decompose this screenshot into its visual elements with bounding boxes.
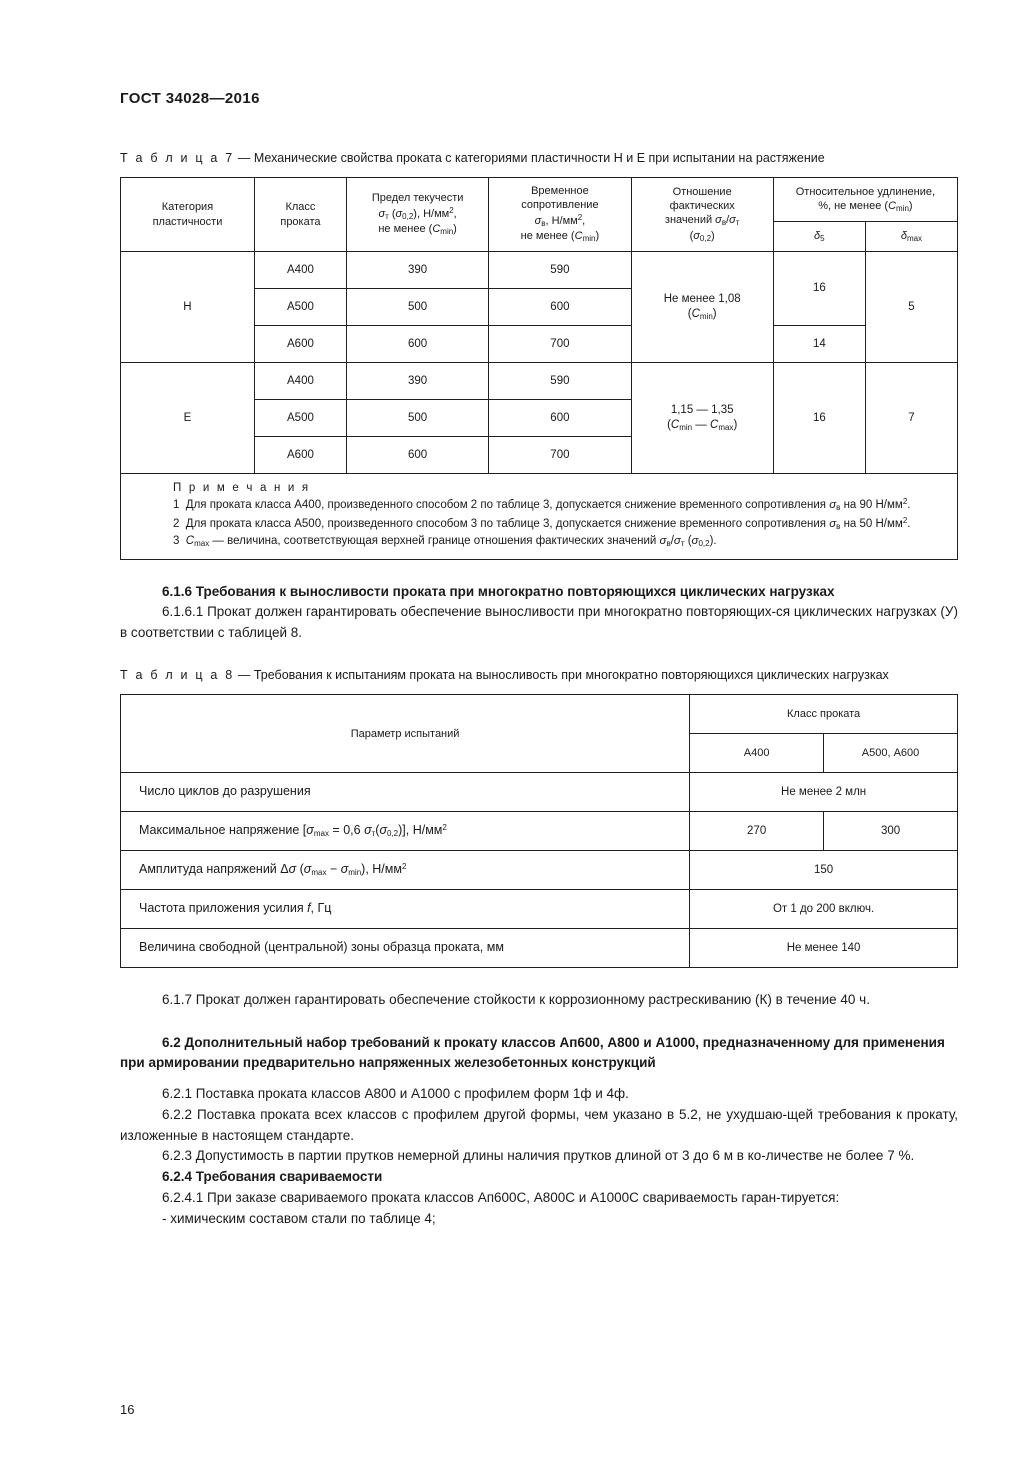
cell-yield: 390 [346, 362, 488, 399]
heading-6-1-6: 6.1.6 Требования к выносливости проката при многократно повторяющихся циклических нагрузках [162, 584, 835, 600]
cell-class: А500 [254, 288, 346, 325]
cell-param: Число циклов до разрушения [121, 773, 690, 812]
cell-elong-h-1: 16 [773, 251, 865, 325]
cell-value: 150 [690, 851, 958, 890]
cell-tensile: 700 [489, 436, 631, 473]
table7-header-row [121, 178, 958, 222]
th-ratio: Отношение фактических значений $\sigma_в/\sigma_т$ $(\sigma_{0,2})$ [631, 178, 773, 252]
table-row [121, 890, 958, 929]
table-7 [120, 177, 958, 560]
th-rolled-class: Класс проката [254, 178, 346, 252]
cell-class: А400 [254, 251, 346, 288]
cell-elong-h-max: 5 [865, 251, 957, 362]
page-header: ГОСТ 34028—2016 [120, 90, 260, 107]
table7-caption [120, 149, 958, 167]
cell-tensile: 600 [489, 399, 631, 436]
th-tensile-strength: Временное сопротивление $\sigma_в$, $Н/мм^2$, не менее $(C_{min})$ [489, 178, 631, 252]
paragraph-6-2-3: 6.2.3 Допустимость в партии прутков немерной длины наличия прутков длиной от 3 до 6 м в ко-личестве не более 7 %. [162, 1148, 915, 1164]
note-3: 3 $C_{max}$ — величина, соответствующая верхней границе отношения фактических значений $\sigma_в/\sigma_т$ $(\sigma_{0,2})$. [173, 534, 717, 549]
cell-elong-e-1: 16 [773, 362, 865, 473]
table7-caption-text: — Механические свойства проката с категориями пластичности Н и Е при испытании на растяжение [234, 151, 825, 165]
heading-6-2: 6.2 Дополнительный набор требований к прокату классов Ап600, А800 и А1000, предназначенному для применения при армировании предварительно напряженных железобетонных конструкций [120, 1035, 945, 1071]
cell-class: А600 [254, 436, 346, 473]
th-a400: А400 [690, 734, 824, 773]
cell-yield: 600 [346, 325, 488, 362]
paragraph-6-1-7: 6.1.7 Прокат должен гарантировать обеспечение стойкости к коррозионному растрескиванию (К) в течение 40 ч. [162, 992, 870, 1008]
th-test-parameter: Параметр испытаний [121, 695, 690, 773]
cell-category-h: Н [121, 251, 255, 362]
cell-yield: 390 [346, 251, 488, 288]
table8-caption-text: — Требования к испытаниям проката на выносливость при многократно повторяющихся циклических нагрузках [234, 668, 889, 683]
cell-category-e: Е [121, 362, 255, 473]
th-rolled-class: Класс проката [690, 695, 958, 734]
cell-param: Величина свободной (центральной) зоны образца проката, мм [121, 929, 690, 968]
table-row [121, 362, 958, 399]
cell-param: Максимальное напряжение [$\sigma_{max} = 0,6$ $\sigma_т(\sigma_{0,2})$], $Н/мм^2$ [121, 812, 690, 851]
note-1: 1 Для проката класса А400, произведенного способом 2 по таблице 3, допускается снижение временного сопротивления $\sigma_в$ на 90 $Н/мм^2$. [173, 497, 911, 513]
notes-title: П р и м е ч а н и я [173, 481, 311, 494]
table-row [121, 851, 958, 890]
cell-yield: 500 [346, 288, 488, 325]
table-row [121, 929, 958, 968]
table8-header-row [121, 695, 958, 734]
cell-tensile: 700 [489, 325, 631, 362]
cell-param: Амплитуда напряжений Δσ $(\sigma_{max} - \sigma_{min})$, $Н/мм^2$ [121, 851, 690, 890]
cell-class: А600 [254, 325, 346, 362]
paragraph-6-2-4-1: 6.2.4.1 При заказе свариваемого проката классов Ап600С, А800С и А1000С свариваемость гаран-тируется: [162, 1189, 840, 1205]
page-number: 16 [120, 1402, 135, 1417]
th-yield-strength: Предел текучести $\sigma_т$ $(\sigma_{0,2})$, $Н/мм^2$, не менее $(C_{min})$ [346, 178, 488, 252]
paragraph-6-2-4-1-a: - химическим составом стали по таблице 4; [162, 1210, 436, 1226]
heading-6-2-4: 6.2.4 Требования свариваемости [162, 1169, 383, 1185]
table8-caption [120, 666, 958, 684]
cell-value-a400: 270 [690, 812, 824, 851]
cell-class: А500 [254, 399, 346, 436]
table-row [121, 251, 958, 288]
paragraph-6-2-2: 6.2.2 Поставка проката всех классов с профилем другой формы, чем указано в 5.2, не ухудшаю-щей требования к прокату, изложенные в настоящем стандарте. [120, 1106, 958, 1143]
cell-ratio-h: Не менее 1,08 $(C_{min})$ [631, 251, 773, 362]
cell-yield: 500 [346, 399, 488, 436]
table8-caption-label: Т а б л и ц а 8 [120, 668, 235, 683]
table-row [121, 773, 958, 812]
paragraph-6-1-6-1: 6.1.6.1 Прокат должен гарантировать обеспечение выносливости при многократно повторяющих-ся циклических нагрузках (У) в соответствии с таблицей 8. [120, 604, 958, 641]
th-delta-max: $\delta_{max}$ [865, 222, 957, 252]
cell-tensile: 600 [489, 288, 631, 325]
paragraph-6-2-1: 6.2.1 Поставка проката классов А800 и А1000 с профилем форм 1ф и 4ф. [162, 1085, 629, 1101]
note-2: 2 Для проката класса А500, произведенного способом 3 по таблице 3, допускается снижение временного сопротивления $\sigma_в$ на 50 $Н/мм^2$. [173, 515, 911, 531]
table7-notes-row [121, 473, 958, 559]
table-8 [120, 694, 958, 968]
th-a500-a600: А500, А600 [824, 734, 958, 773]
cell-value: От 1 до 200 включ. [690, 890, 958, 929]
cell-tensile: 590 [489, 251, 631, 288]
cell-ratio-e: 1,15 — 1,35 ($C_{min}$ — $C_{max}$) [631, 362, 773, 473]
cell-value-a500: 300 [824, 812, 958, 851]
th-elongation: Относительное удлинение, %, не менее $(C_{min})$ [773, 178, 957, 222]
cell-class: А400 [254, 362, 346, 399]
cell-elong-e-max: 7 [865, 362, 957, 473]
table7-caption-label: Т а б л и ц а 7 [120, 151, 235, 165]
cell-value: Не менее 140 [690, 929, 958, 968]
cell-yield: 600 [346, 436, 488, 473]
th-delta5: $\delta_5$ [773, 222, 865, 252]
table-row [121, 812, 958, 851]
th-ductility-category: Категория пластичности [121, 178, 255, 252]
table7-notes [121, 473, 958, 559]
cell-value: Не менее 2 млн [690, 773, 958, 812]
cell-tensile: 590 [489, 362, 631, 399]
cell-elong-h-2: 14 [773, 325, 865, 362]
cell-param: Частота приложения усилия f, Гц [121, 890, 690, 929]
